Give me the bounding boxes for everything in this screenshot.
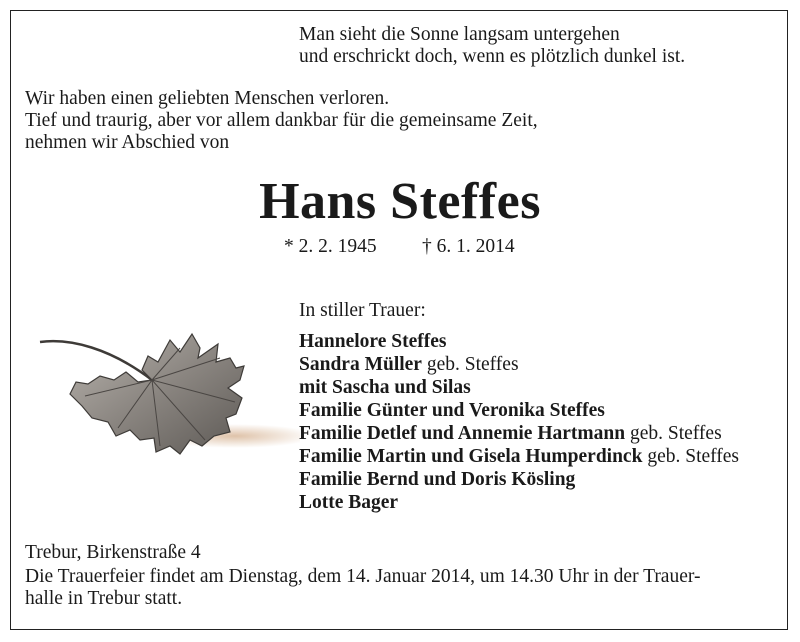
verse-line: Man sieht die Sonne langsam untergehen xyxy=(299,24,620,45)
intro-line: Wir haben einen geliebten Menschen verloren. xyxy=(25,88,390,109)
mourner-line xyxy=(299,422,739,445)
mourner-line xyxy=(299,399,739,422)
mourner-name: Familie Detlef und Annemie Hartmann xyxy=(299,423,626,444)
mourner-line xyxy=(299,376,739,399)
mourner-name: Familie Günter und Veronika Steffes xyxy=(299,400,605,421)
mourners-list xyxy=(299,330,739,514)
funeral-line: Die Trauerfeier findet am Dienstag, dem 14. Januar 2014, um 14.30 Uhr in der Trauer- xyxy=(25,566,701,587)
mourner-name: Familie Bernd und Doris Kösling xyxy=(299,469,576,490)
mourner-line xyxy=(299,468,739,491)
mourning-heading: In stiller Trauer: xyxy=(299,300,426,321)
intro-text xyxy=(25,88,538,154)
poem-verse xyxy=(299,24,685,68)
funeral-line: halle in Trebur statt. xyxy=(25,588,183,609)
mourner-line xyxy=(299,330,739,353)
mourner-line xyxy=(299,353,739,376)
mourner-suffix: geb. Steffes xyxy=(421,354,519,375)
mourner-name: Lotte Bager xyxy=(299,492,399,513)
mourner-suffix: geb. Steffes xyxy=(642,446,740,467)
mourner-line xyxy=(299,445,739,468)
intro-line: nehmen wir Abschied von xyxy=(25,132,230,153)
birth-date: * 2. 2. 1945 xyxy=(284,236,377,257)
maple-leaf-image xyxy=(30,318,300,478)
funeral-info xyxy=(25,566,700,610)
death-date: † 6. 1. 2014 xyxy=(422,236,515,257)
mourner-name: Hannelore Steffes xyxy=(299,331,447,352)
mourner-name: Sandra Müller xyxy=(299,354,422,375)
family-address: Trebur, Birkenstraße 4 xyxy=(25,542,201,563)
leaf-stem xyxy=(40,341,152,380)
deceased-name: Hans Steffes xyxy=(259,173,541,230)
mourner-name: mit Sascha und Silas xyxy=(299,377,471,398)
mourner-name: Familie Martin und Gisela Humperdinck xyxy=(299,446,643,467)
mourner-suffix: geb. Steffes xyxy=(625,423,722,444)
intro-line: Tief und traurig, aber vor allem dankbar für die gemeinsame Zeit, xyxy=(25,110,538,131)
verse-line: und erschrickt doch, wenn es plötzlich dunkel ist. xyxy=(299,46,686,67)
mourner-line xyxy=(299,491,739,514)
